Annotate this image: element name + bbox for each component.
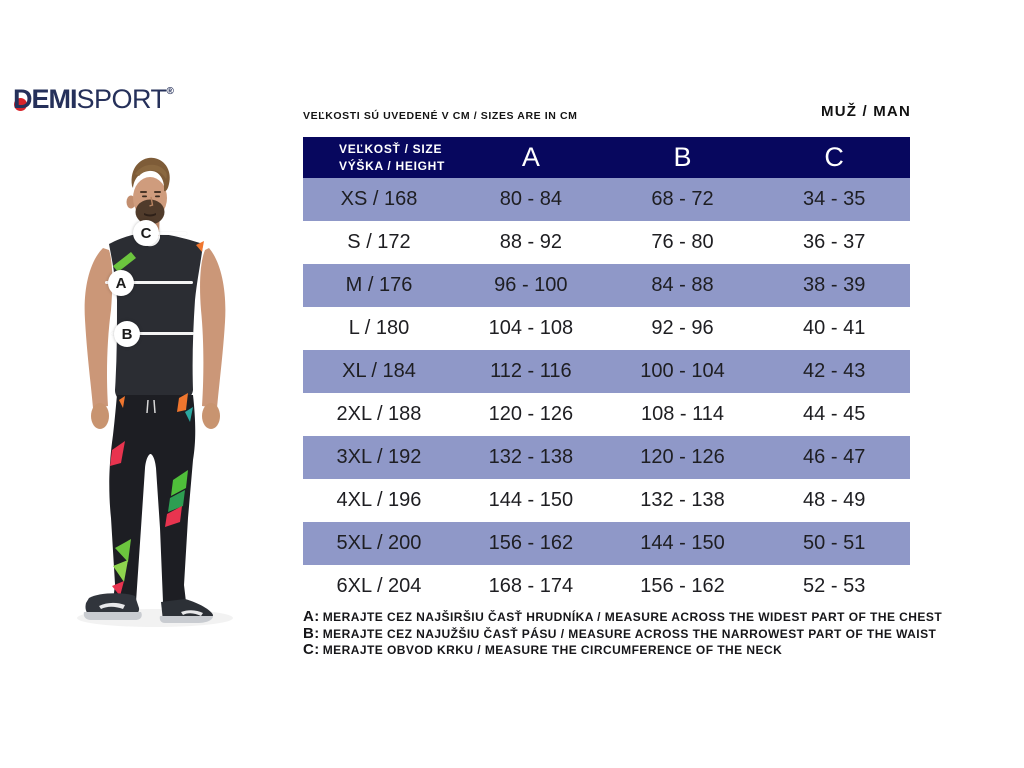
size-cell: S / 172 [347, 231, 411, 253]
size-cell: 4XL / 196 [336, 489, 422, 511]
neck-cell: 34 - 35 [803, 188, 866, 210]
chest-cell: 96 - 100 [494, 274, 568, 296]
table-row [303, 393, 910, 436]
neck-cell: 40 - 41 [803, 317, 866, 339]
table-row [303, 436, 910, 479]
note-b [303, 626, 942, 643]
table-row [303, 221, 910, 264]
marker-a-badge: A [108, 270, 134, 296]
size-cell: 2XL / 188 [336, 403, 422, 425]
note-a [303, 609, 942, 626]
size-cell: 5XL / 200 [336, 532, 422, 554]
marker-b-badge: B [114, 321, 140, 347]
chest-cell: 104 - 108 [488, 317, 574, 339]
waist-cell: 92 - 96 [651, 317, 714, 339]
chest-cell: 80 - 84 [499, 188, 562, 210]
gender-label: MUŽ / MAN [821, 103, 911, 120]
note-c [303, 642, 942, 659]
table-row [303, 522, 910, 565]
chest-cell: 144 - 150 [488, 489, 574, 511]
size-cell: XS / 168 [340, 188, 418, 210]
logo-text-light: SPORT [76, 84, 167, 114]
size-cell: L / 180 [348, 317, 410, 339]
neck-cell: 48 - 49 [803, 489, 866, 511]
neck-cell: 36 - 37 [803, 231, 866, 253]
chest-cell: 132 - 138 [488, 446, 574, 468]
height-label: VÝŠKA / HEIGHT [339, 158, 446, 173]
waist-cell: 100 - 104 [640, 360, 725, 382]
neck-cell: 52 - 53 [803, 575, 866, 597]
size-table-body [303, 178, 910, 608]
size-column-header [303, 141, 455, 175]
size-table-header [303, 137, 910, 178]
model-illustration [55, 150, 265, 635]
size-cell: 6XL / 204 [336, 575, 422, 597]
column-header-b: B [673, 142, 692, 172]
table-row [303, 307, 910, 350]
neck-cell: 42 - 43 [803, 360, 866, 382]
note-c-prefix: C: [303, 641, 320, 658]
units-note: VEĽKOSTI SÚ UVEDENÉ V CM / SIZES ARE IN CM [303, 110, 578, 122]
waist-cell: 144 - 150 [640, 532, 725, 554]
neck-cell: 44 - 45 [803, 403, 866, 425]
chest-cell: 120 - 126 [488, 403, 574, 425]
note-a-prefix: A: [303, 608, 320, 625]
brand-logo [13, 86, 174, 113]
waist-cell: 108 - 114 [640, 403, 725, 425]
chest-cell: 156 - 162 [488, 532, 574, 554]
size-table [303, 137, 910, 608]
marker-c-badge: C [133, 220, 159, 246]
measurement-notes [303, 609, 942, 659]
table-row [303, 565, 910, 608]
size-label: VEĽKOSŤ / SIZE [339, 141, 443, 156]
note-c-text: MERAJTE OBVOD KRKU / MEASURE THE CIRCUMFERENCE OF THE NECK [322, 643, 783, 657]
neck-cell: 46 - 47 [803, 446, 866, 468]
table-row [303, 479, 910, 522]
waist-cell: 76 - 80 [651, 231, 714, 253]
size-cell: 3XL / 192 [336, 446, 422, 468]
waist-cell: 120 - 126 [640, 446, 725, 468]
model-photo [55, 150, 265, 635]
neck-cell: 50 - 51 [803, 532, 866, 554]
chest-cell: 88 - 92 [499, 231, 562, 253]
column-header-a: A [521, 142, 540, 172]
registered-trademark-icon: ® [166, 86, 174, 97]
note-a-text: MERAJTE CEZ NAJŠIRŠIU ČASŤ HRUDNÍKA / MEASURE ACROSS THE WIDEST PART OF THE CHEST [322, 610, 943, 624]
column-header-c: C [824, 142, 844, 172]
size-cell: M / 176 [345, 274, 413, 296]
waist-cell: 84 - 88 [651, 274, 714, 296]
note-b-prefix: B: [303, 624, 320, 642]
table-row [303, 178, 910, 221]
size-cell: XL / 184 [342, 360, 416, 382]
table-row [303, 350, 910, 393]
logo-text-bold: DEMI [13, 84, 77, 114]
chest-cell: 112 - 116 [490, 360, 572, 382]
chest-cell: 168 - 174 [488, 575, 574, 597]
waist-cell: 132 - 138 [640, 489, 725, 511]
table-row [303, 264, 910, 307]
neck-cell: 38 - 39 [803, 274, 866, 296]
waist-cell: 156 - 162 [640, 575, 725, 597]
waist-cell: 68 - 72 [651, 188, 714, 210]
note-b-text: MERAJTE CEZ NAJUŽŠIU ČASŤ PÁSU / MEASURE ACROSS THE NARROWEST PART OF THE WAIST [322, 626, 937, 641]
